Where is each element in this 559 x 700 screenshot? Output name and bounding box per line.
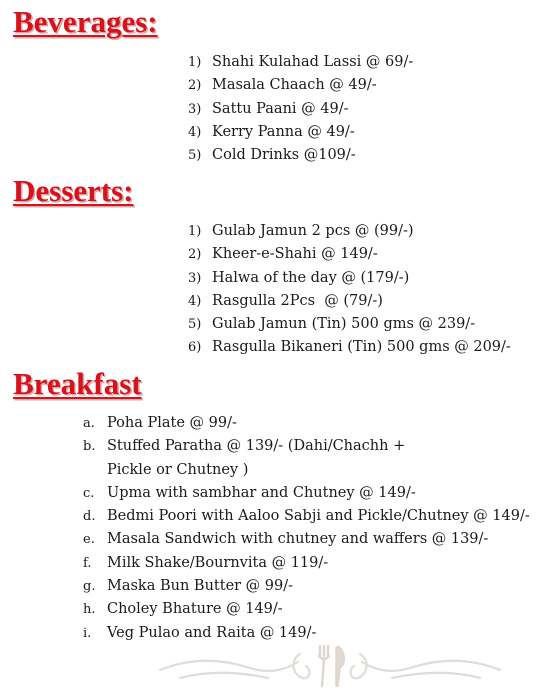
menu-item xyxy=(83,575,547,598)
item-text: Masala Chaach @ 49/- xyxy=(212,77,377,94)
menu-item xyxy=(83,412,547,435)
menu-item xyxy=(188,51,414,74)
desserts-list xyxy=(188,220,511,360)
beverages-heading: Beverages: xyxy=(13,4,158,39)
item-text: Gulab Jamun 2 pcs @ (99/-) xyxy=(212,223,414,239)
knife-icon xyxy=(336,646,344,686)
item-text: Upma with sambhar and Chutney @ 149/- xyxy=(107,484,416,501)
item-text: Shahi Kulahad Lassi @ 69/- xyxy=(212,54,414,70)
item-number: 3) xyxy=(188,101,202,117)
item-letter: b. xyxy=(83,439,96,455)
menu-item xyxy=(188,98,413,121)
item-number: 6) xyxy=(188,340,202,356)
menu-item xyxy=(83,505,547,528)
beverages-list xyxy=(188,51,414,167)
menu-item xyxy=(83,482,547,505)
item-text: Gulab Jamun (Tin) 500 gms @ 239/- xyxy=(212,316,476,333)
item-letter: h. xyxy=(83,602,96,618)
desserts-heading: Desserts: xyxy=(13,173,134,208)
menu-item xyxy=(188,336,511,359)
item-number: 4) xyxy=(188,293,202,309)
item-letter: d. xyxy=(83,509,96,525)
item-number: 4) xyxy=(188,124,202,140)
item-letter: e. xyxy=(83,532,95,548)
menu-item xyxy=(188,121,413,144)
item-text: Kheer-e-Shahi @ 149/- xyxy=(212,246,378,263)
item-text: Milk Shake/Bournvita @ 119/- xyxy=(107,554,329,571)
breakfast-list xyxy=(83,412,547,645)
item-text: Rasgulla 2Pcs @ (79/-) xyxy=(212,292,383,309)
menu-item xyxy=(83,435,442,482)
item-letter: f. xyxy=(83,555,92,571)
fork-icon xyxy=(319,646,329,686)
item-text: Rasgulla Bikaneri (Tin) 500 gms @ 209/- xyxy=(212,339,511,356)
menu-item xyxy=(83,598,547,621)
breakfast-heading: Breakfast xyxy=(13,366,142,401)
item-text: Stuffed Paratha @ 139/- (Dahi/Chachh + Pickle or Chutney ) xyxy=(107,438,406,478)
menu-item xyxy=(188,220,511,243)
item-text: Halwa of the day @ (179/-) xyxy=(212,269,410,286)
menu-item xyxy=(188,290,511,313)
menu-item xyxy=(188,144,413,167)
flourish-ornament xyxy=(150,640,510,690)
item-text: Poha Plate @ 99/- xyxy=(107,415,237,431)
item-text: Veg Pulao and Raita @ 149/- xyxy=(107,624,317,641)
menu-item xyxy=(83,552,547,575)
item-number: 1) xyxy=(188,224,202,239)
item-text: Sattu Paani @ 49/- xyxy=(212,100,349,117)
item-text: Kerry Panna @ 49/- xyxy=(212,123,355,140)
item-letter: a. xyxy=(83,416,95,431)
menu-item xyxy=(188,313,511,336)
menu-item xyxy=(188,243,511,266)
item-number: 2) xyxy=(188,247,202,263)
menu-item xyxy=(188,74,413,97)
item-number: 5) xyxy=(188,317,202,333)
item-letter: i. xyxy=(83,625,92,641)
item-number: 2) xyxy=(188,78,202,94)
item-text: Choley Bhature @ 149/- xyxy=(107,601,283,618)
menu-item xyxy=(188,267,511,290)
menu-item xyxy=(83,528,547,551)
item-number: 5) xyxy=(188,148,202,164)
item-text: Maska Bun Butter @ 99/- xyxy=(107,578,294,595)
item-text: Bedmi Poori with Aaloo Sabji and Pickle/Chutney @ 149/- xyxy=(107,508,530,525)
item-text: Masala Sandwich with chutney and waffers @ 139/- xyxy=(107,531,489,548)
item-letter: g. xyxy=(83,579,96,595)
item-letter: c. xyxy=(83,485,95,501)
item-number: 1) xyxy=(188,55,202,70)
item-text: Cold Drinks @109/- xyxy=(212,147,356,164)
item-number: 3) xyxy=(188,270,202,286)
